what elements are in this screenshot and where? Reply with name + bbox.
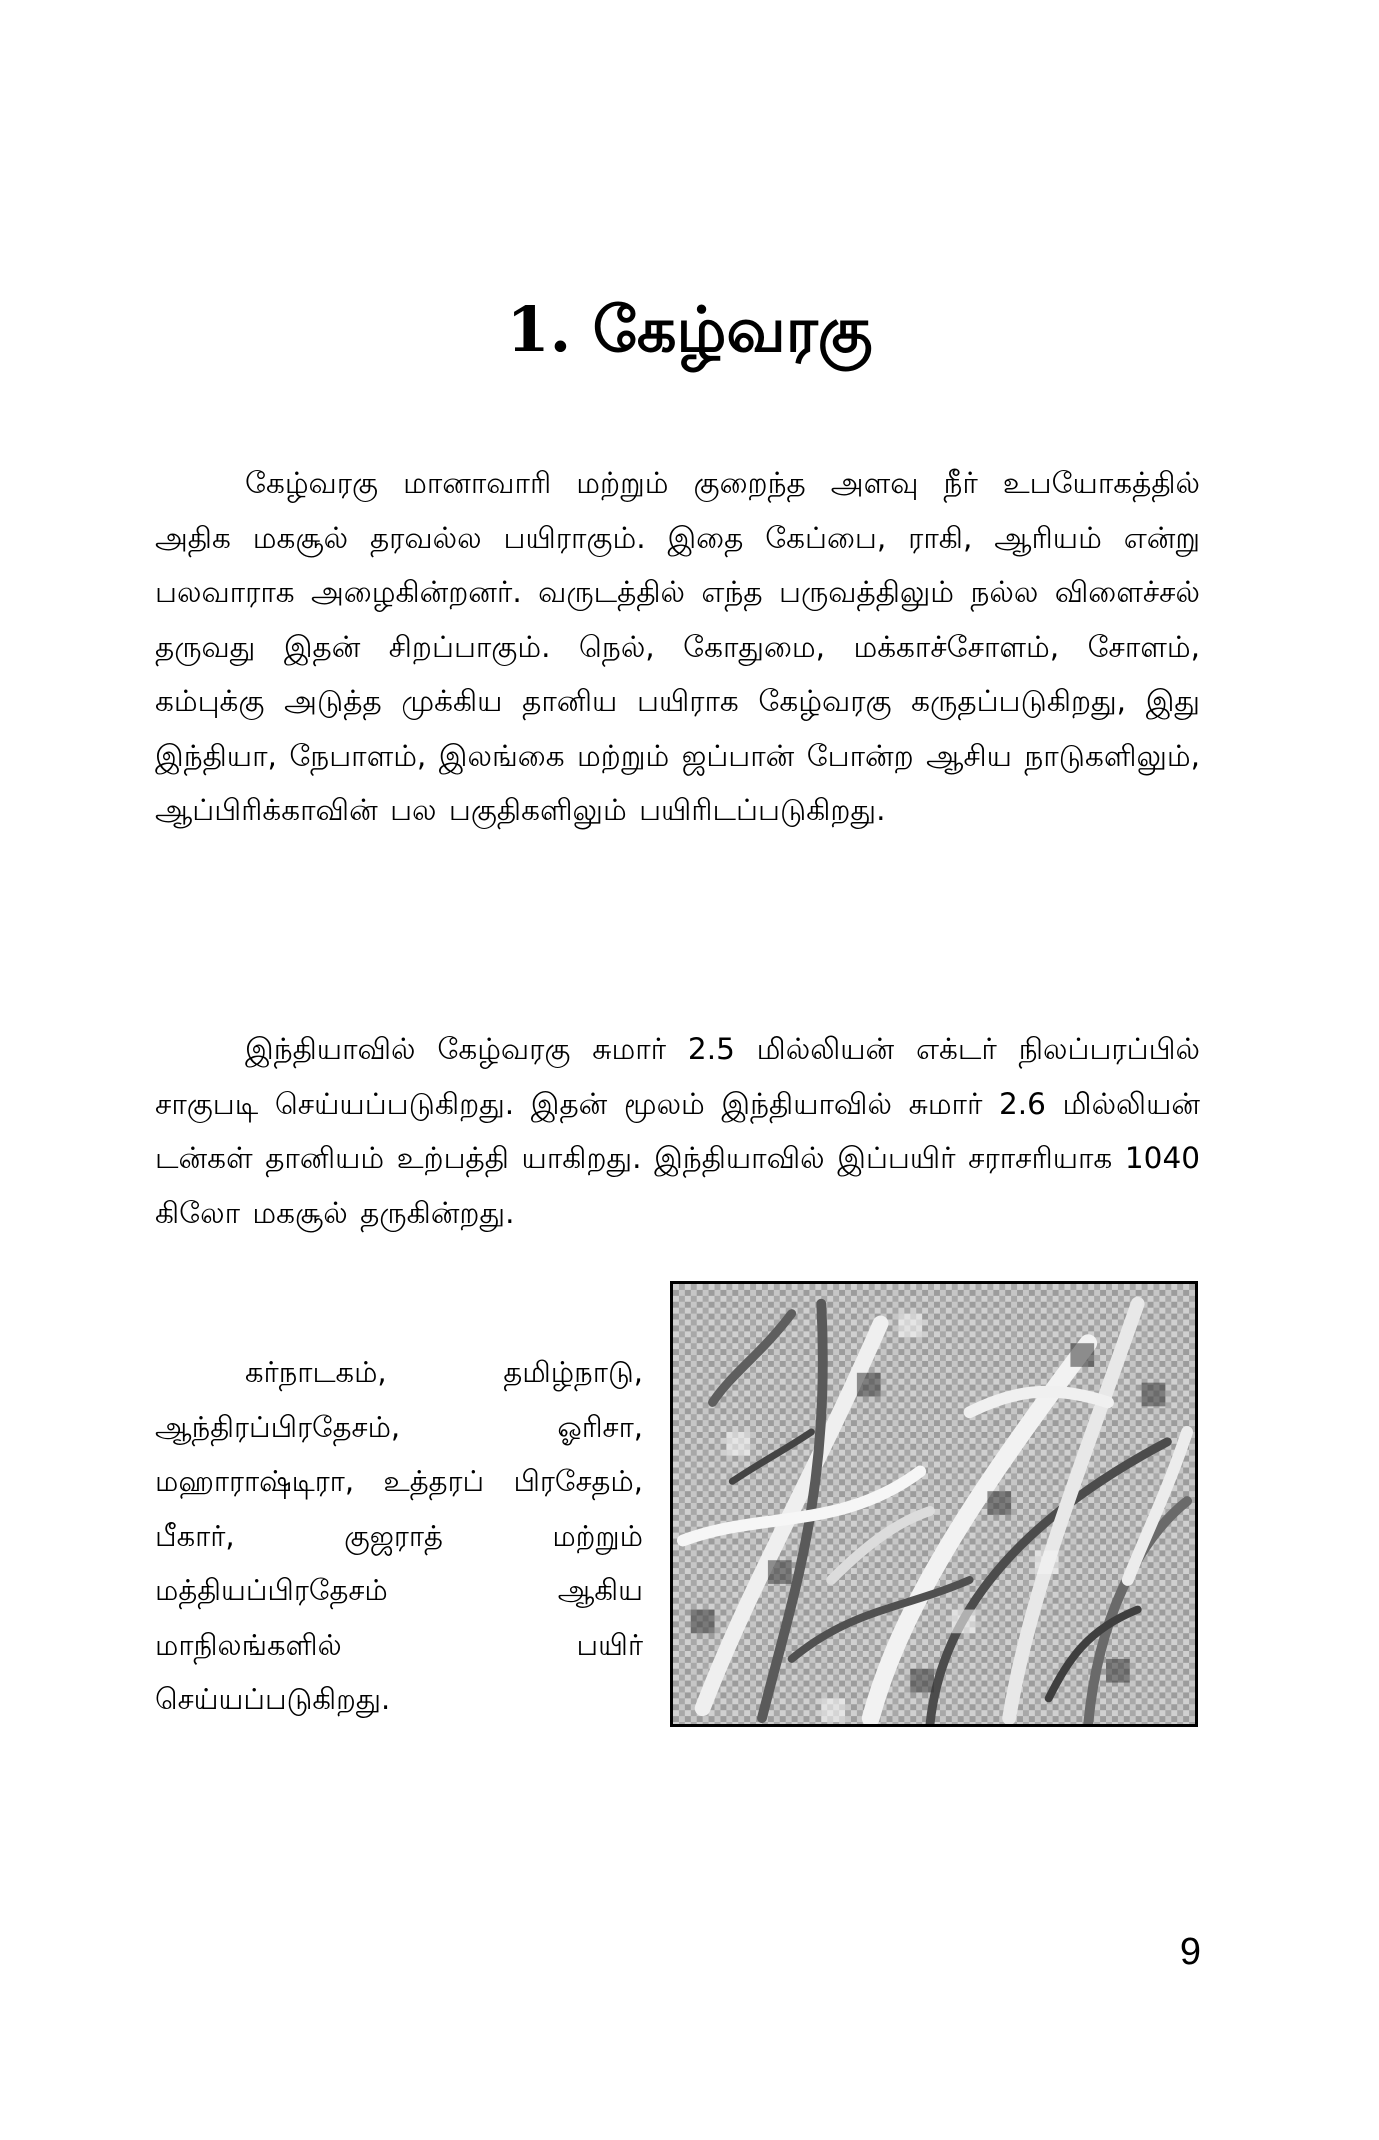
paragraph-states: கர்நாடகம், தமிழ்நாடு, ஆந்திரப்பிரதேசம், ஓரிசா, மஹாராஷ்டிரா, உத்தரப் பிரசேதம், பீகார், குஜராத் மற்றும் மத்தியப்பிரதேசம் ஆகிய மாநிலங்களில் பயிர் செய்யப்படுகிறது. <box>155 1355 643 1716</box>
ragi-crop-photo <box>670 1281 1198 1727</box>
page-number: 9 <box>1179 1931 1201 1973</box>
chapter-title: 1. கேழ்வரகு <box>506 293 873 366</box>
paragraph-intro: கேழ்வரகு மானாவாரி மற்றும் குறைந்த அளவு நீர் உபயோகத்தில் அதிக மகசூல் தரவல்ல பயிராகும். இதை கேப்பை, ராகி, ஆரியம் என்று பலவாராக அழைகின்றனர். வருடத்தில் எந்த பருவத்திலும் நல்ல விளைச்சல் தருவது இதன் சிறப்பாகும். நெல், கோதுமை, மக்காச்சோளம், சோளம், கம்புக்கு அடுத்த முக்கிய தானிய பயிராக கேழ்வரகு கருதப்படுகிறது, இது இந்தியா, நேபாளம், இலங்கை மற்றும் ஜப்பான் போன்ற ஆசிய நாடுகளிலும், ஆப்பிரிக்காவின் பல பகுதிகளிலும் பயிரிடப்படுகிறது. <box>155 466 1200 827</box>
paragraph-india-production: இந்தியாவில் கேழ்வரகு சுமார் 2.5 மில்லியன் எக்டர் நிலப்பரப்பில் சாகுபடி செய்யப்படுகிறது. இதன் மூலம் இந்தியாவில் சுமார் 2.6 மில்லியன் டன்கள் தானியம் உற்பத்தி யாகிறது. இந்தியாவில் இப்பயிர் சராசரியாக 1040 கிலோ மகசூல் தருகின்றது. <box>155 1032 1200 1230</box>
